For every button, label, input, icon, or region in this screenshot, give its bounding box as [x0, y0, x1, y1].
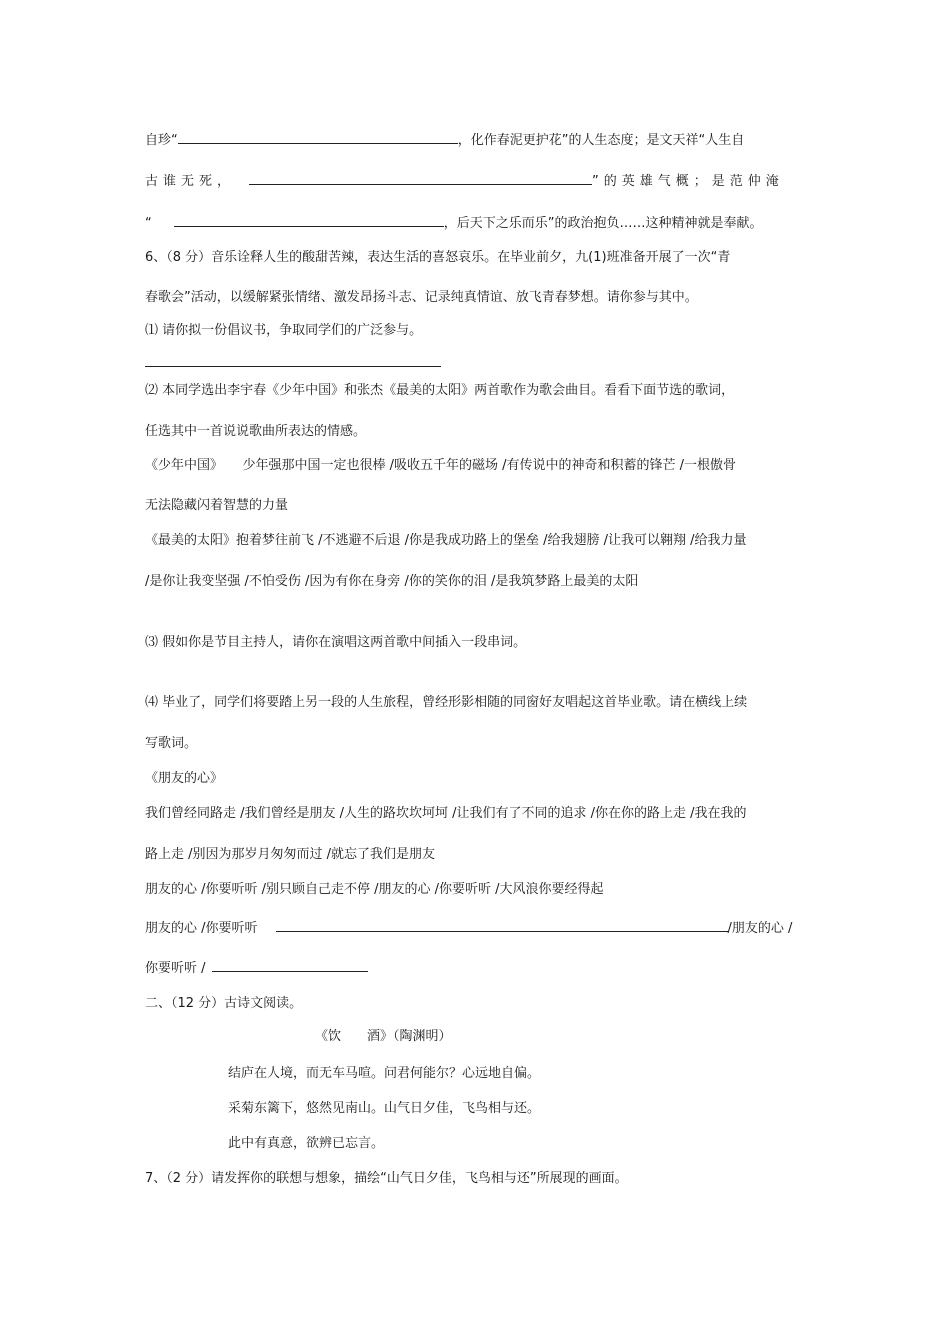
q5-line-1 — [145, 129, 744, 150]
song-3-line-5-text: 你要听听 / — [145, 961, 206, 976]
poem-line-3: 此中有真意，欲辨已忘言。 — [228, 1136, 385, 1151]
answer-blank[interactable] — [145, 352, 441, 367]
q5-line-2-text-a: 古谁无死， — [145, 174, 236, 189]
song-1-line-1: 《少年中国》 少年强那中国一定也很棒 /吸收五千年的磁场 /有传说中的神奇和积蓄的锋芒 /一根傲骨 — [145, 458, 737, 473]
song-3-line-4-text-b: /朋友的心 / — [727, 921, 793, 936]
poem-line-1: 结庐在人境，而无车马喧。问君何能尔？心远地自偏。 — [228, 1066, 541, 1081]
song-3-line-4-text-a: 朋友的心 /你要听听 — [145, 921, 258, 936]
q5-line-1-text-a: 自珍“ — [145, 133, 178, 148]
q6-part-4-line-1: ⑷ 毕业了，同学们将要踏上另一段的人生旅程，曾经形影相随的同窗好友唱起这首毕业歌。请在横线上续 — [145, 695, 748, 710]
q5-line-3 — [145, 212, 763, 233]
q6-part-2-line-2: 任选其中一首说说歌曲所表达的情感。 — [145, 424, 367, 439]
poem-title: 《饮 酒》（陶渊明） — [315, 1029, 452, 1044]
song-1-line-2: 无法隐藏闪着智慧的力量 — [145, 498, 289, 513]
song-3-line-2: 路上走 /别因为那岁月匆匆而过 /就忘了我们是朋友 — [145, 847, 436, 862]
poem-line-2: 采菊东篱下，悠然见南山。山气日夕佳，飞鸟相与还。 — [228, 1101, 541, 1116]
q5-line-1-text-b: ，化作春泥更护花”的人生态度；是文天祥“人生自 — [457, 133, 745, 148]
q6-part-2-line-1: ⑵ 本同学选出李宇春《少年中国》和张杰《最美的太阳》两首歌作为歌会曲目。看看下面节选的歌词， — [145, 383, 735, 398]
q7-stem: 7、（2 分）请发挥你的联想与想象，描绘“山气日夕佳，飞鸟相与还”所展现的画面。 — [145, 1171, 628, 1186]
q6-part-4-line-2: 写歌词。 — [145, 736, 198, 751]
section-2-heading: 二、（12 分）古诗文阅读。 — [145, 996, 303, 1011]
q6-part-1: ⑴ 请你拟一份倡议书，争取同学们的广泛参与。 — [145, 323, 423, 338]
answer-blank[interactable] — [276, 917, 728, 932]
song-3-line-3: 朋友的心 /你要听听 /别只顾自己走不停 /朋友的心 /你要听听 /大风浪你要经得起 — [145, 882, 604, 897]
song-2-line-1: 《最美的太阳》抱着梦往前飞 /不逃避不后退 /你是我成功路上的堡垒 /给我翅膀 /让我可以翱翔 /给我力量 — [145, 533, 747, 548]
q6-part-1-answer-line[interactable] — [145, 352, 441, 373]
q5-line-3-text-a: “ — [145, 216, 152, 231]
song-3-title: 《朋友的心》 — [145, 771, 224, 786]
q5-line-2-text-b: ”的英雄气概；是范仲淹 — [592, 174, 784, 189]
answer-blank[interactable] — [212, 957, 368, 972]
answer-blank[interactable] — [178, 129, 458, 144]
q5-line-3-text-b: ，后天下之乐而乐”的政治抱负……这种精神就是奉献。 — [443, 216, 763, 231]
song-3-line-5 — [145, 957, 368, 978]
answer-blank[interactable] — [174, 212, 444, 227]
q6-stem-line-2: 春歌会”活动，以缓解紧张情绪、激发昂扬斗志、记录纯真情谊、放飞青春梦想。请你参与其中。 — [145, 290, 698, 305]
song-2-line-2: /是你让我变坚强 /不怕受伤 /因为有你在身旁 /你的笑你的泪 /是我筑梦路上最美的太阳 — [145, 574, 639, 589]
song-3-line-4 — [145, 917, 792, 938]
q6-stem-line-1: 6、（8 分）音乐诠释人生的酸甜苦辣，表达生活的喜怒哀乐。在毕业前夕，九(1)班准备开展了一次“青 — [145, 250, 731, 265]
answer-blank[interactable] — [249, 170, 592, 185]
song-3-line-1: 我们曾经同路走 /我们曾经是朋友 /人生的路坎坎坷坷 /让我们有了不同的追求 /你在你的路上走 /我在我的 — [145, 806, 747, 821]
q5-line-2 — [145, 170, 784, 191]
q6-part-3: ⑶ 假如你是节目主持人，请你在演唱这两首歌中间插入一段串词。 — [145, 635, 527, 650]
